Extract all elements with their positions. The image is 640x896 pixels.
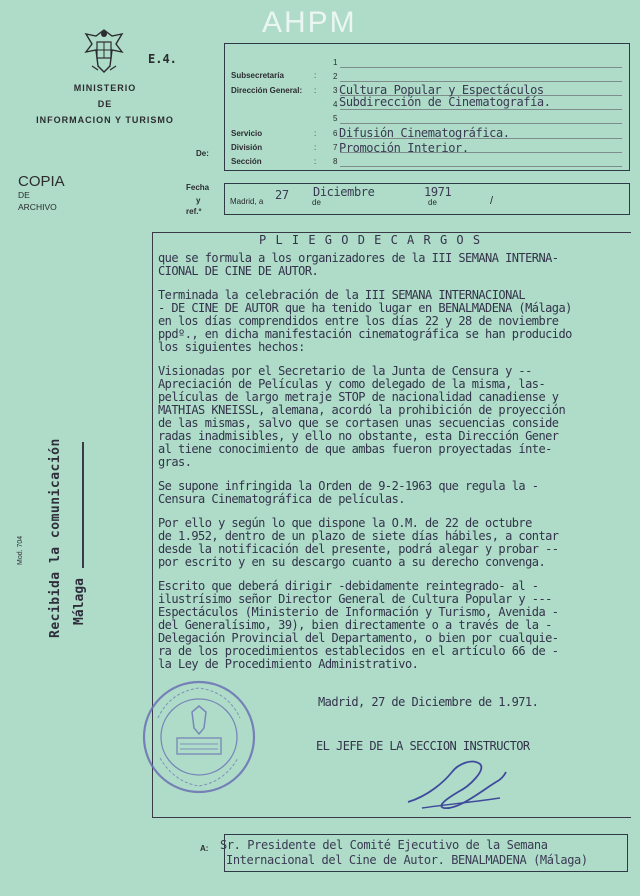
division-value: Promoción Interior. — [339, 141, 469, 155]
rule-5 — [340, 123, 622, 124]
p5-line: la Ley de Procedimiento Administrativo. — [158, 657, 419, 671]
label-division: División — [231, 143, 263, 152]
servicio-value: Difusión Cinematográfica. — [339, 126, 510, 140]
intro-line: que se formula a los organizadores de la III SEMANA INTERNA- — [158, 251, 559, 265]
line-number-3: 3 — [333, 86, 338, 95]
p4-line: Por ello y según lo que dispone la O.M. de 22 de octubre — [158, 516, 532, 530]
date-slash: / — [490, 195, 494, 207]
date-de-1: de — [312, 198, 321, 207]
line-number-5: 5 — [333, 114, 338, 123]
label-fecha: Fecha — [186, 183, 210, 192]
direccion-value-2: Subdirección de Cinematografía. — [339, 95, 551, 109]
label-ref: ref.º — [186, 207, 202, 216]
p4-line: por escrito y en su descargo cuanto a su derecho convenga. — [158, 555, 546, 569]
copia-line-1: DE — [18, 190, 30, 200]
direccion-value-1: Cultura Popular y Espectáculos — [339, 83, 544, 97]
p1-line: los siguientes hechos: — [158, 340, 305, 354]
intro-line: CIONAL DE CINE DE AUTOR. — [158, 264, 319, 278]
label-y: y — [196, 196, 201, 205]
p1-line: en los días comprendidos entre los días 22 y 28 de noviembre — [158, 314, 559, 328]
ministry-line-1: MINISTERIO — [73, 83, 137, 93]
p2-line: MATHIAS KNEISSL, alemana, acordó la prohibición de proyección — [158, 403, 566, 417]
line-number-8: 8 — [333, 157, 338, 166]
label-de: De: — [196, 149, 209, 158]
date-de-2: de — [428, 198, 437, 207]
label-direccion-general: Dirección General: — [231, 86, 303, 95]
rule-4 — [340, 109, 622, 110]
p5-line: ilustrísimo señor Director General de Cultura Popular y --- — [158, 592, 552, 606]
p2-line: de las mismas, salvo que se cortasen unas secuencias conside — [158, 416, 559, 430]
ministry-line-3: INFORMACION Y TURISMO — [36, 115, 174, 125]
recibida-signature-line — [82, 442, 84, 568]
p3-line: Se supone infringida la Orden de 9-2-1963 que regula la - — [158, 479, 539, 493]
p2-line: Apreciación de Películas y como delegado de la misma, las- — [158, 377, 546, 391]
p2-line: al tiene conocimiento de que ambas fueron proyectadas ínte- — [158, 442, 552, 456]
closing-date: Madrid, 27 de Diciembre de 1.971. — [318, 695, 539, 709]
recibida-malaga: Málaga — [72, 578, 87, 625]
p1-line: Terminada la celebración de la III SEMANA INTERNACIONAL — [158, 288, 526, 302]
main-body — [158, 252, 628, 682]
form-code: E.4. — [148, 52, 177, 66]
madrid-label: Madrid, a — [230, 197, 264, 206]
colon-3: : — [314, 129, 317, 138]
colon-4: : — [314, 143, 317, 152]
line-number-6: 6 — [333, 129, 338, 138]
line-number-7: 7 — [333, 143, 338, 152]
p5-line: Delegación Provincial del Departamento, o bien por cualquie- — [158, 631, 559, 645]
paragraph-4 — [158, 517, 628, 569]
paragraph-1 — [158, 289, 628, 354]
date-month: Diciembre — [313, 185, 375, 199]
label-subsecretaria: Subsecretaría — [231, 71, 284, 80]
addressee-label: A: — [200, 844, 209, 853]
copia-line-2: ARCHIVO — [18, 202, 57, 212]
pliego-title: P L I E G O D E C A R G O S — [259, 233, 482, 247]
p5-line: ra de los procedimientos establecidos en el artículo 66 de - — [158, 644, 559, 658]
coat-of-arms-icon — [82, 26, 126, 76]
line-number-2: 2 — [333, 72, 338, 81]
colon-2: : — [314, 86, 317, 95]
signature-icon — [400, 752, 510, 814]
rule-1 — [340, 67, 622, 68]
p2-line: radas inadmisibles, y ello no obstante, esta Dirección Gener — [158, 429, 559, 443]
recibida-comunicacion: Recibida la comunicación — [48, 438, 63, 638]
watermark-ahpm: AHPM — [262, 6, 357, 39]
p1-line: ppdº., en dicha manifestación cinematográfica se han producido — [158, 327, 572, 341]
p3-line: Censura Cinematográfica de películas. — [158, 492, 405, 506]
p4-line: desde la notificación del presente, podrá alegar y probar -- — [158, 542, 559, 556]
ministry-line-2: DE — [97, 99, 113, 109]
p5-line: Escrito que deberá dirigir -debidamente reintegrado- al - — [158, 579, 539, 593]
date-year: 1971 — [424, 185, 452, 199]
copia-de-archivo — [18, 174, 65, 213]
addressee-line-1: Sr. Presidente del Comité Ejecutivo de la Semana — [220, 838, 548, 852]
paragraph-5 — [158, 580, 628, 671]
p4-line: de 1.952, dentro de un plazo de siete días hábiles, a contar — [158, 529, 559, 543]
p1-line: - DE CINE DE AUTOR que ha tenido lugar en BENALMADENA (Málaga) — [158, 301, 572, 315]
p2-line: gras. — [158, 455, 192, 469]
rule-2 — [340, 81, 622, 82]
p5-line: Espectáculos (Ministerio de Información y Turismo, Avenida - — [158, 605, 559, 619]
addressee-line-2: Internacional del Cine de Autor. BENALMADENA (Málaga) — [226, 853, 588, 867]
p2-line: películas de largo metraje STOP de nacionalidad canadiense y — [158, 390, 559, 404]
copia-title: COPIA — [18, 173, 65, 190]
line-number-1: 1 — [333, 58, 338, 67]
colon-5: : — [314, 157, 317, 166]
official-stamp-icon — [140, 678, 258, 796]
line-number-4: 4 — [333, 100, 338, 109]
date-day: 27 — [275, 188, 289, 202]
label-servicio: Servicio — [231, 129, 263, 138]
signer-title: EL JEFE DE LA SECCION INSTRUCTOR — [316, 739, 530, 753]
paragraph-3 — [158, 480, 628, 506]
colon-1: : — [314, 71, 317, 80]
p2-line: Visionadas por el Secretario de la Junta de Censura y -- — [158, 364, 532, 378]
p5-line: del Generalísimo, 39), bien directamente o a través de la - — [158, 618, 552, 632]
ministry-heading — [10, 80, 200, 128]
rule-8 — [340, 166, 622, 167]
label-seccion: Sección — [231, 157, 262, 166]
paragraph-2 — [158, 365, 628, 469]
model-number: Mod. 704 — [17, 535, 24, 565]
